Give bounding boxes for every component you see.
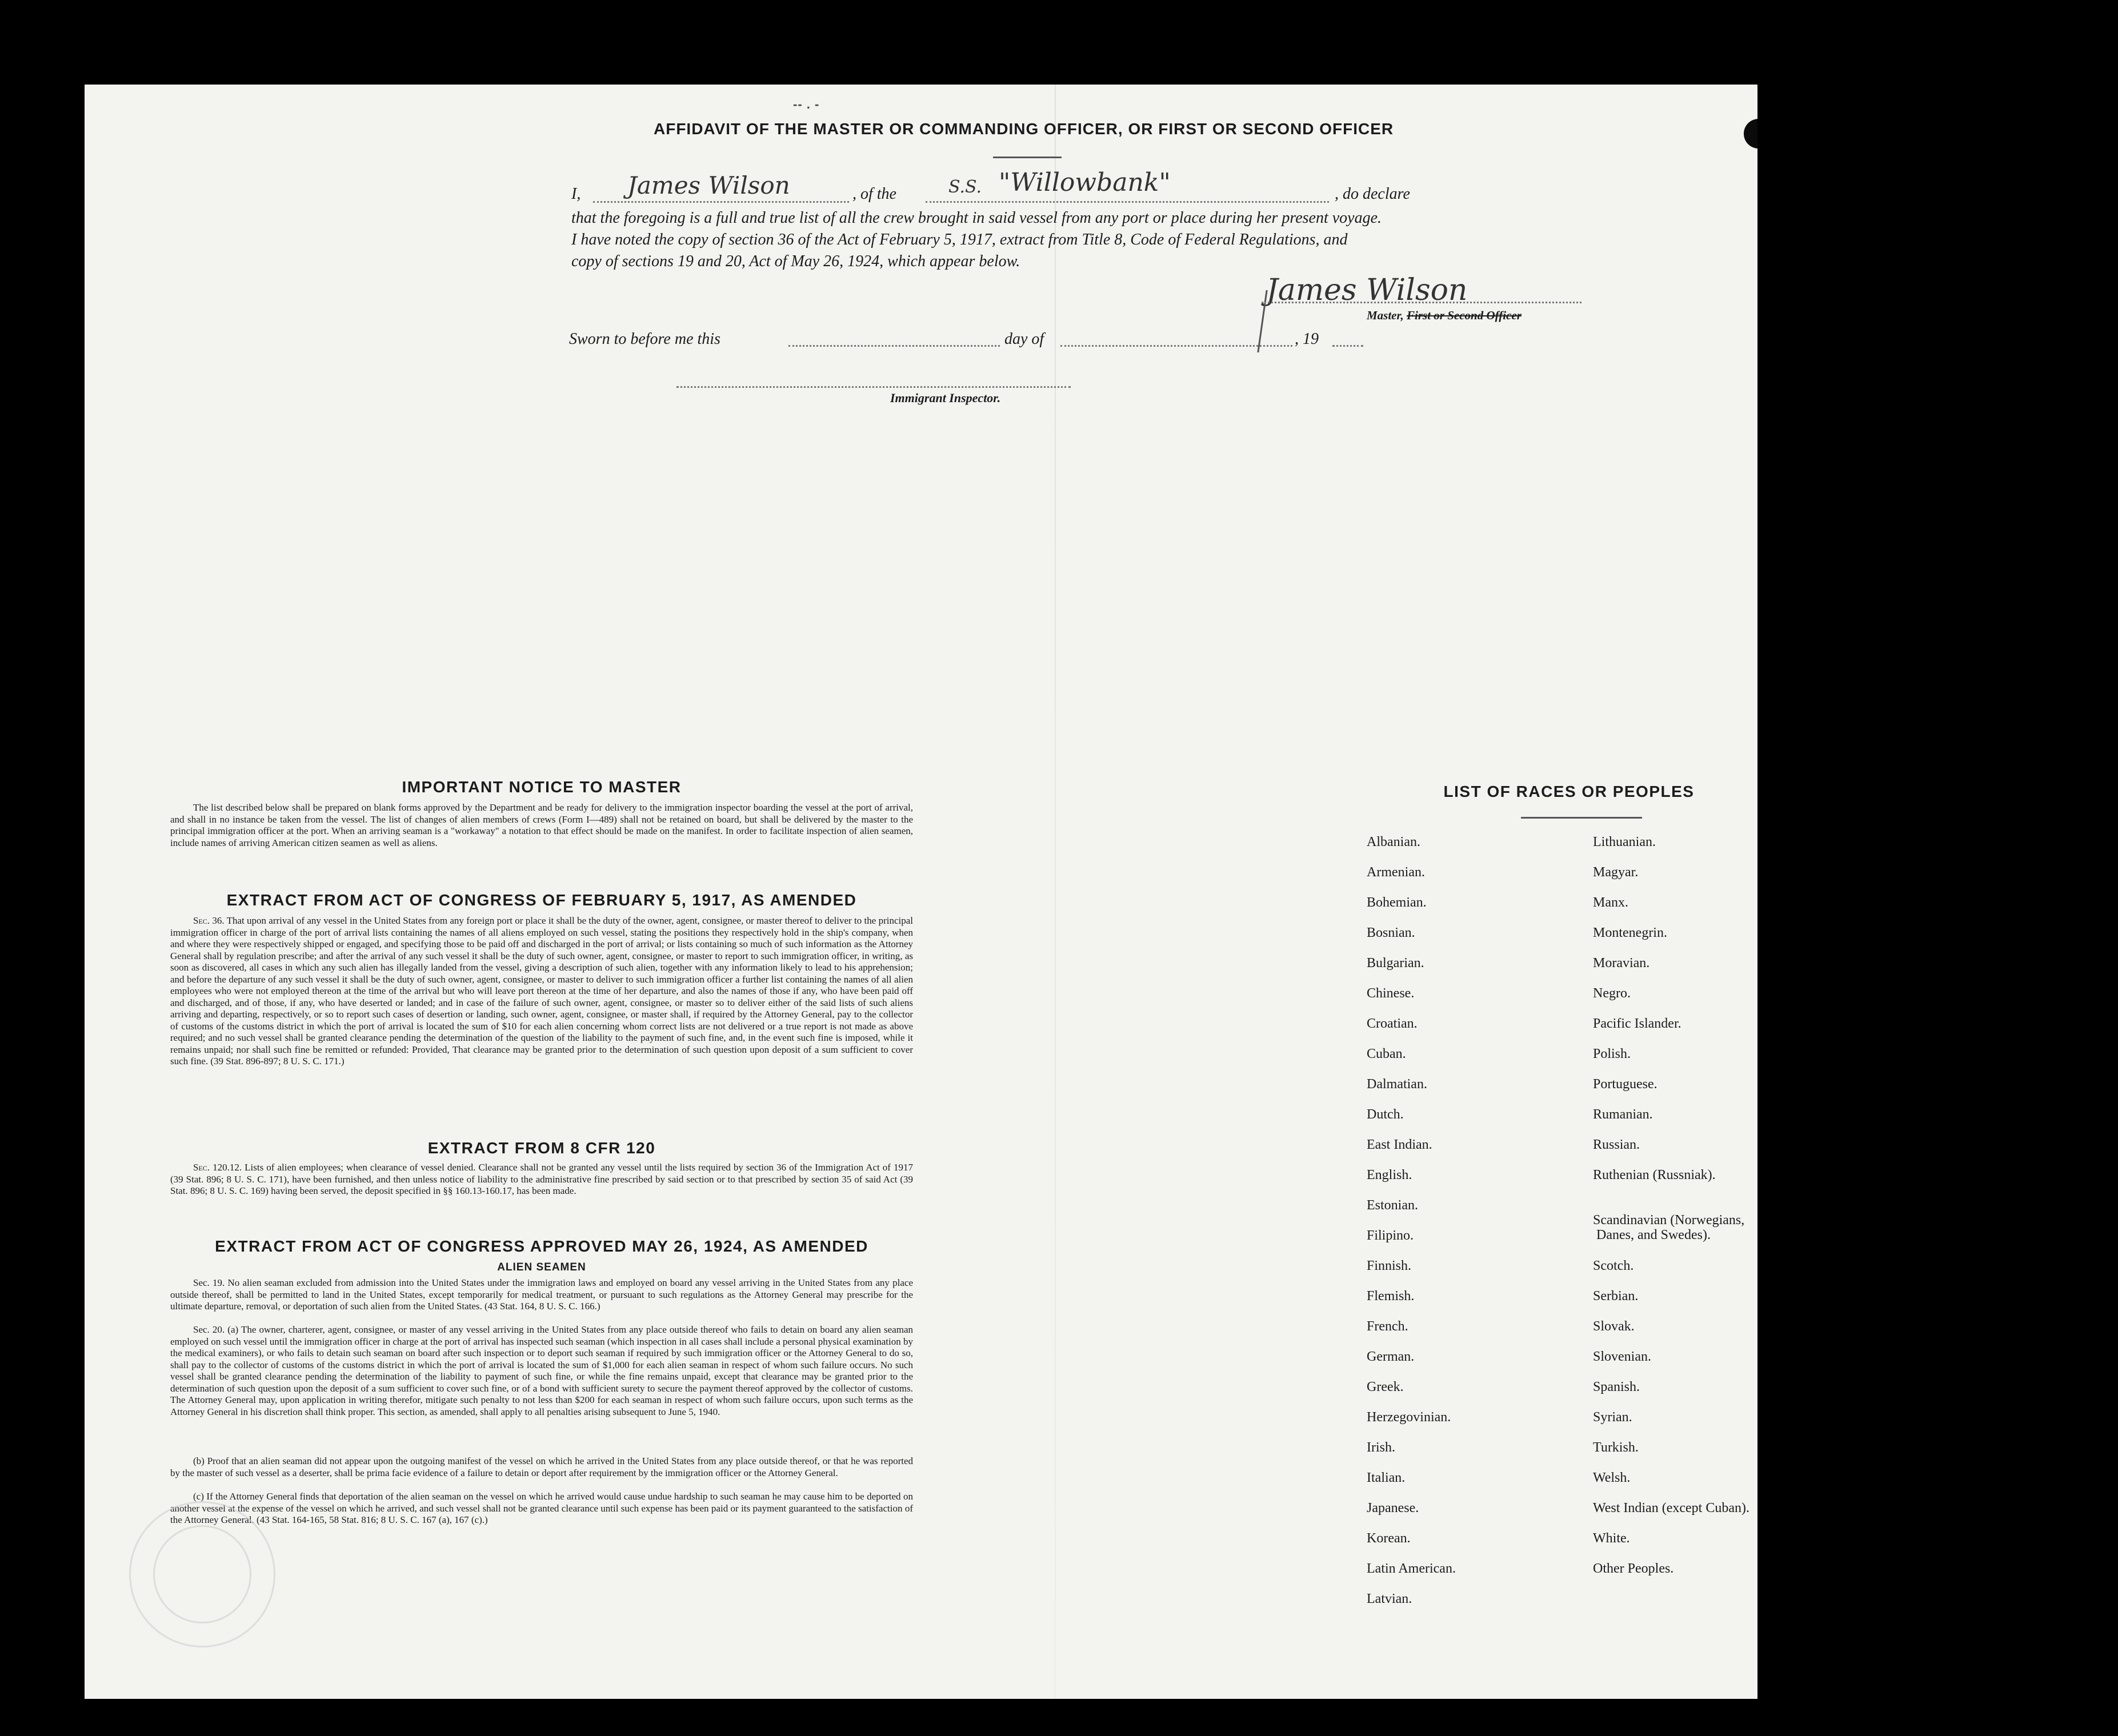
signature-handwritten: James Wilson	[1266, 273, 1468, 307]
notice-body: The list described below shall be prepared on blank forms approved by the Department and be ready for delivery to the immigration inspector boarding the vessel at the port of arrival, and shall in no instance be taken from the vessel. The list of changes of alien members of crews (Form I—489) shall not be retained on board, but shall be delivered by the master to the principal immigration officer at the port. When an arriving seaman is a "workaway" a notation to that effect should be made on the manifest. In order to facilitate inspection of alien seamen, include names of arriving American citizen seamen as well as aliens.	[170, 802, 913, 848]
top-mark: -- . -	[793, 97, 820, 111]
race-item: Montenegrin.	[1593, 925, 1667, 940]
races-title: LIST OF RACES OR PEOPLES	[1443, 783, 1695, 800]
extract-1917-sec: Sec. 36.	[193, 915, 225, 926]
vessel-field	[926, 168, 1329, 203]
sworn-day-label: day of	[1004, 330, 1044, 348]
race-item: Russian.	[1593, 1137, 1640, 1152]
sworn-prefix: Sworn to before me this	[569, 330, 720, 348]
race-item: Slovak.	[1593, 1319, 1635, 1334]
signature-caption	[1367, 308, 1522, 323]
race-item: Negro.	[1593, 986, 1631, 1001]
document-sheet	[85, 85, 1757, 1699]
race-item: West Indian (except Cuban).	[1593, 1501, 1749, 1516]
race-item: Welsh.	[1593, 1470, 1631, 1485]
race-item: Greek.	[1367, 1380, 1404, 1394]
race-item: Dutch.	[1367, 1107, 1404, 1122]
extract-1924-sec20a: Sec. 20. (a) The owner, charterer, agent, consignee, or master of any vessel arriving in the United States from any place outside thereof who fails to detain on board any alien seaman employed on such vessel until the immigration officer in charge at the port of arrival has inspected such seaman (which inspection in all cases shall include a personal physical examination by the medical examiners), or who fails to detain such seaman on board after such inspection or to deport such seaman if required by such immigration officer or the Attorney General to do so, shall pay to the collector of customs of the customs district in which the port of arrival is located the sum of $1,000 for each alien seaman in respect of whom such failure occurs. No such vessel shall be granted clearance pending the determination of the liability to payment of such fine, or while the fine remains unpaid, except that clearance may be granted prior to the determination of such question upon the deposit of a sum sufficient to cover such fine, or of a bond with sufficient surety to secure the payment thereof approved by the collector of customs. The Attorney General may, upon application in writing therefor, mitigate such penalty to not less than $200 for each seaman in respect of whom such failure occurs, upon such terms as the Attorney General in his discretion shall think proper. This section, as amended, shall apply to all penalties arising subsequent to June 5, 1940.	[170, 1324, 913, 1417]
race-item: Bulgarian.	[1367, 956, 1424, 971]
race-item: Polish.	[1593, 1047, 1631, 1061]
race-item: English.	[1367, 1168, 1412, 1182]
extract-1917-text: That upon arrival of any vessel in the United States from any foreign port or place it shall be the duty of the owner, agent, consignee, or master thereof to deliver to the principal immigration officer in charge of the port of arrival lists containing the names of all aliens employed on such vessel, stating the positions they respectively hold in the ship's company, when and where they were respectively shipped or engaged, and specifying those to be paid off and discharged in the port of arrival; or lists containing so much of such information as the Attorney General shall by regulation prescribe; and after the arrival of any such vessel it shall be the duty of such owner, agent, consignee, or master to report to such immigration officer, in writing, as soon as discovered, all cases in which any such alien has illegally landed from the vessel, giving a description of such alien, together with any information likely to lead to his apprehension; and before the departure of any such vessel it shall be the duty of such owner, agent, consignee, or master to deliver to such immigration officer a further list containing the names of all alien employees who were not employed thereon at the time of the arrival but who will leave port thereon at the time of her departure, and also the names of those if any, who have been paid off and discharged, and of those, if any, who have deserted or landed; and in case of the failure of such owner, agent, consignee, or master so to deliver either of the said lists of such aliens arriving and departing, respectively, or so to report such cases of desertion or landing, such owner, agent, consignee, or master shall, if required by the Attorney General, pay to the collector of customs of the customs district in which the port of arrival is located the sum of $10 for each alien concerning whom correct lists are not delivered or a true report is not made as above required; and no such vessel shall be granted clearance pending the determination of the question of the liability to the payment of such fine, and, in the event such fine is imposed, while it remains unpaid; nor shall such fine be remitted or refunded: Provided, That clearance may be granted prior to the determination of such question upon deposit of a sum sufficient to cover such fine. (39 Stat. 896-897; 8 U. S. C. 171.)	[170, 915, 913, 1067]
inspector-caption: Immigrant Inspector.	[890, 391, 1001, 405]
race-item: Bosnian.	[1367, 925, 1415, 940]
page-fold	[1055, 85, 1056, 1699]
signature-line	[1262, 302, 1582, 303]
race-item: Chinese.	[1367, 986, 1415, 1001]
race-item: Irish.	[1367, 1440, 1395, 1455]
race-item: Filipino.	[1367, 1228, 1414, 1243]
race-item: Pacific Islander.	[1593, 1016, 1681, 1031]
sworn-day-field	[788, 330, 1000, 347]
race-item: Dalmatian.	[1367, 1077, 1427, 1092]
of-the: , of the	[852, 185, 896, 203]
race-item: Scandinavian (Norwegians,	[1593, 1213, 1745, 1228]
race-item: Croatian.	[1367, 1016, 1418, 1031]
race-item: Albanian.	[1367, 835, 1420, 849]
extract-1924-title: EXTRACT FROM ACT OF CONGRESS APPROVED MAY 26, 1924, AS AMENDED	[215, 1237, 868, 1255]
race-item: Turkish.	[1593, 1440, 1639, 1455]
race-item: Slovenian.	[1593, 1349, 1651, 1364]
affidavit-line-4: copy of sections 19 and 20, Act of May 26, 1924, which appear below.	[571, 252, 1020, 270]
extract-cfr-body	[170, 1162, 913, 1197]
extract-1917-body	[170, 915, 913, 1068]
race-item: Portuguese.	[1593, 1077, 1657, 1092]
line1-prefix: I,	[571, 185, 581, 203]
master-name-field	[593, 171, 849, 203]
affidavit-line-3: I have noted the copy of section 36 of the Act of February 5, 1917, extract from Title 8, Code of Federal Regulations, and	[571, 231, 1348, 248]
race-item: Italian.	[1367, 1470, 1406, 1485]
extract-1924-sec19: Sec. 19. No alien seaman excluded from admission into the United States under the immigration laws and employed on board any vessel arriving in the United States from any place outside thereof, shall be permitted to land in the United States, except temporarily for medical treatment, or pursuant to such regulations as the Attorney General may prescribe for the ultimate departure, removal, or deportation of such alien from the United States. (43 Stat. 164, 8 U. S. C. 166.)	[170, 1277, 913, 1312]
race-item: Cuban.	[1367, 1047, 1406, 1061]
affidavit-title: AFFIDAVIT OF THE MASTER OR COMMANDING OFFICER, OR FIRST OR SECOND OFFICER	[654, 120, 1394, 138]
caption-master: Master,	[1367, 308, 1404, 322]
embossed-seal-inner	[153, 1525, 251, 1623]
extract-1917-title: EXTRACT FROM ACT OF CONGRESS OF FEBRUARY 5, 1917, AS AMENDED	[226, 891, 857, 909]
race-item: Japanese.	[1367, 1501, 1419, 1516]
race-item: Korean.	[1367, 1531, 1411, 1546]
caption-struck: First or Second Officer	[1407, 308, 1522, 322]
sworn-year-field	[1332, 330, 1363, 347]
race-item: Flemish.	[1367, 1289, 1415, 1304]
affidavit-line-1	[571, 168, 1703, 210]
race-item: Finnish.	[1367, 1258, 1412, 1273]
inspector-line	[676, 386, 1071, 388]
sworn-line	[569, 330, 1460, 353]
extract-1924-sec20c: (c) If the Attorney General finds that deportation of the alien seaman on the vessel on which he arrived would cause undue hardship to such seaman he may cause him to be deported on another vessel at the expense of the vessel on which he arrived, and such vessel shall not be granted clearance until such expense has been paid or its payment guaranteed to the satisfaction of the Attorney General. (43 Stat. 164-165, 58 Stat. 816; 8 U. S. C. 167 (a), 167 (c).)	[170, 1491, 913, 1525]
affidavit-line-2: that the foregoing is a full and true list of all the crew brought in said vessel from any port or place during her present voyage.	[571, 209, 1382, 227]
race-item: Latin American.	[1367, 1561, 1456, 1576]
race-item: German.	[1367, 1349, 1415, 1364]
race-item: Scotch.	[1593, 1258, 1634, 1273]
race-item: Armenian.	[1367, 865, 1425, 880]
races-column-2	[1593, 835, 1757, 1592]
race-item: Syrian.	[1593, 1410, 1632, 1425]
race-item: Rumanian.	[1593, 1107, 1653, 1122]
race-item: Serbian.	[1593, 1289, 1639, 1304]
race-item: Manx.	[1593, 895, 1628, 910]
extract-1924-sec20b: (b) Proof that an alien seaman did not appear upon the outgoing manifest of the vessel on which he arrived in the United States from any place outside thereof, or that he was reported by the master of such vessel as a deserter, shall be prima facie evidence of a failure to detain or deport after requirement by the immigration officer or the Attorney General.	[170, 1456, 913, 1478]
punch-hole	[1744, 119, 1757, 149]
race-item: French.	[1367, 1319, 1408, 1334]
race-item: Latvian.	[1367, 1591, 1412, 1606]
race-item: White.	[1593, 1531, 1630, 1546]
race-item: Spanish.	[1593, 1380, 1640, 1394]
race-item: Lithuanian.	[1593, 835, 1656, 849]
race-item: Bohemian.	[1367, 895, 1427, 910]
races-column-1	[1367, 835, 1572, 1622]
race-item: Ruthenian (Russniak).	[1593, 1168, 1716, 1182]
extract-1924-subtitle: ALIEN SEAMEN	[497, 1261, 586, 1273]
race-item: Herzegovinian.	[1367, 1410, 1451, 1425]
race-item: Other Peoples.	[1593, 1561, 1674, 1576]
sworn-year-label: , 19	[1295, 330, 1319, 348]
race-item: Moravian.	[1593, 956, 1650, 971]
master-name-handwritten: James Wilson	[627, 171, 790, 199]
extract-cfr-sec: Sec. 120.12.	[193, 1162, 242, 1173]
sworn-month-field	[1060, 330, 1292, 347]
extract-cfr-title: EXTRACT FROM 8 CFR 120	[427, 1139, 656, 1157]
race-item: Danes, and Swedes).	[1596, 1228, 1711, 1242]
vessel-name-handwritten: "Willowbank"	[999, 168, 1171, 197]
vessel-prefix: S.S.	[948, 177, 982, 197]
do-declare: , do declare	[1335, 185, 1410, 203]
notice-title: IMPORTANT NOTICE TO MASTER	[402, 778, 682, 796]
race-item: Estonian.	[1367, 1198, 1418, 1213]
extract-cfr-text: Lists of alien employees; when clearance of vessel denied. Clearance shall not be granted any vessel until the lists required by section 36 of the Immigration Act of 1917 (39 Stat. 896; 8 U. S. C. 171), have been furnished, and then unless notice of liability to the administrative fine prescribed by said section or to that prescribed by section 35 of said Act (39 Stat. 896; 8 U. S. C. 169) having been served, the deposit specified in §§ 160.13-160.17, has been made.	[170, 1162, 913, 1196]
title-rule	[993, 157, 1062, 158]
races-title-rule	[1521, 817, 1642, 819]
race-item: East Indian.	[1367, 1137, 1432, 1152]
race-item: Magyar.	[1593, 865, 1639, 880]
